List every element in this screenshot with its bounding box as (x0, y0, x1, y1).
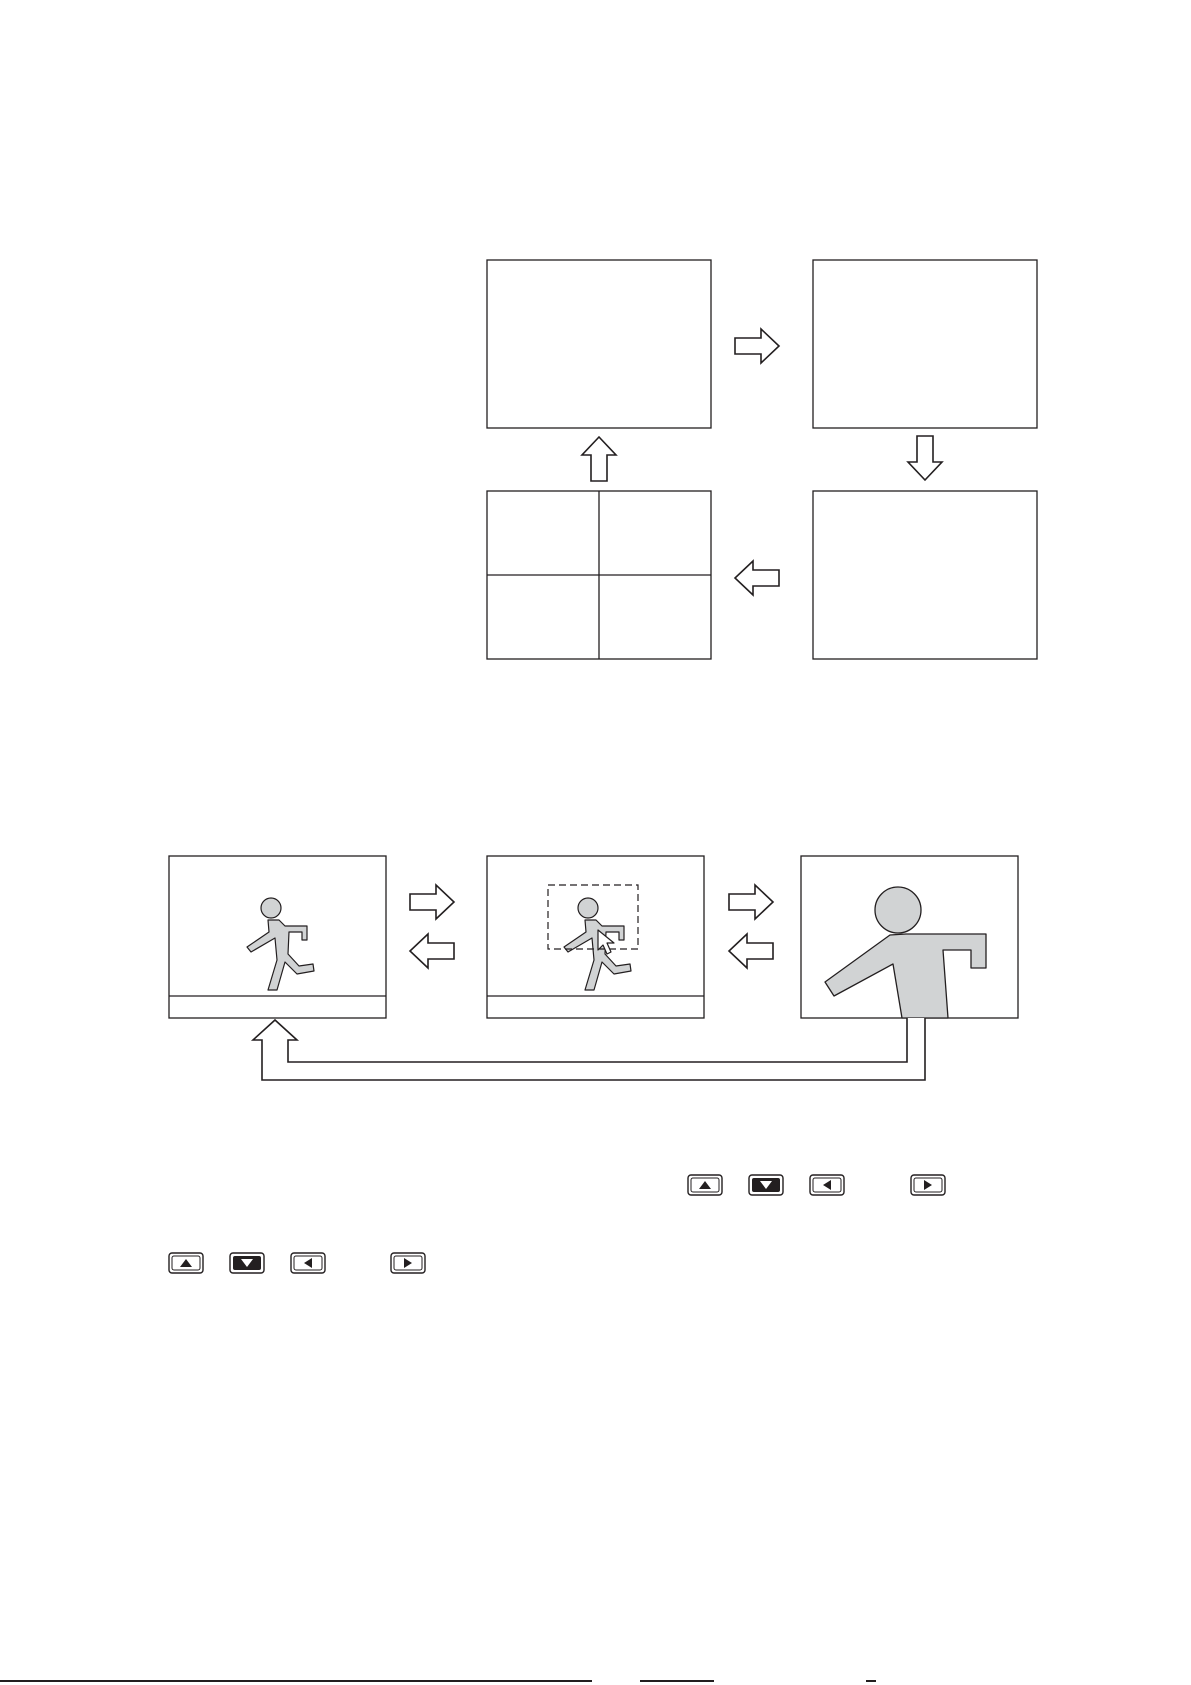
single-screen-b (813, 260, 1037, 428)
left-arrow-icon (735, 561, 779, 595)
zoomed-figure-head (875, 887, 921, 933)
left-key-icon (810, 1175, 844, 1195)
single-screen-c (813, 491, 1037, 659)
down-key-icon (230, 1253, 264, 1273)
down-arrow-icon (908, 436, 942, 480)
quad-screen (487, 491, 711, 659)
screen-cycle-diagram (487, 260, 1037, 659)
right-key-icon (391, 1253, 425, 1273)
key-icons-row-2 (169, 1253, 425, 1273)
zoom-out-arrow-icon (729, 934, 773, 968)
up-key-icon (688, 1175, 722, 1195)
zoom-in-arrow-icon (410, 885, 454, 919)
up-key-icon (169, 1253, 203, 1273)
right-key-icon (911, 1175, 945, 1195)
up-arrow-icon (582, 437, 616, 481)
zoom-in-arrow-icon (729, 885, 773, 919)
left-key-icon (291, 1253, 325, 1273)
zoom-area-selection-frame (487, 856, 704, 1018)
right-arrow-icon (735, 329, 779, 363)
zoom-diagram (169, 856, 1018, 1080)
return-to-wide-arrow (253, 1018, 925, 1080)
down-key-icon (749, 1175, 783, 1195)
zoomed-view-frame (801, 856, 1018, 1018)
key-icons-row-1 (688, 1175, 945, 1195)
single-screen-a (487, 260, 711, 428)
zoom-out-arrow-icon (410, 934, 454, 968)
wide-view-frame (169, 856, 386, 1018)
